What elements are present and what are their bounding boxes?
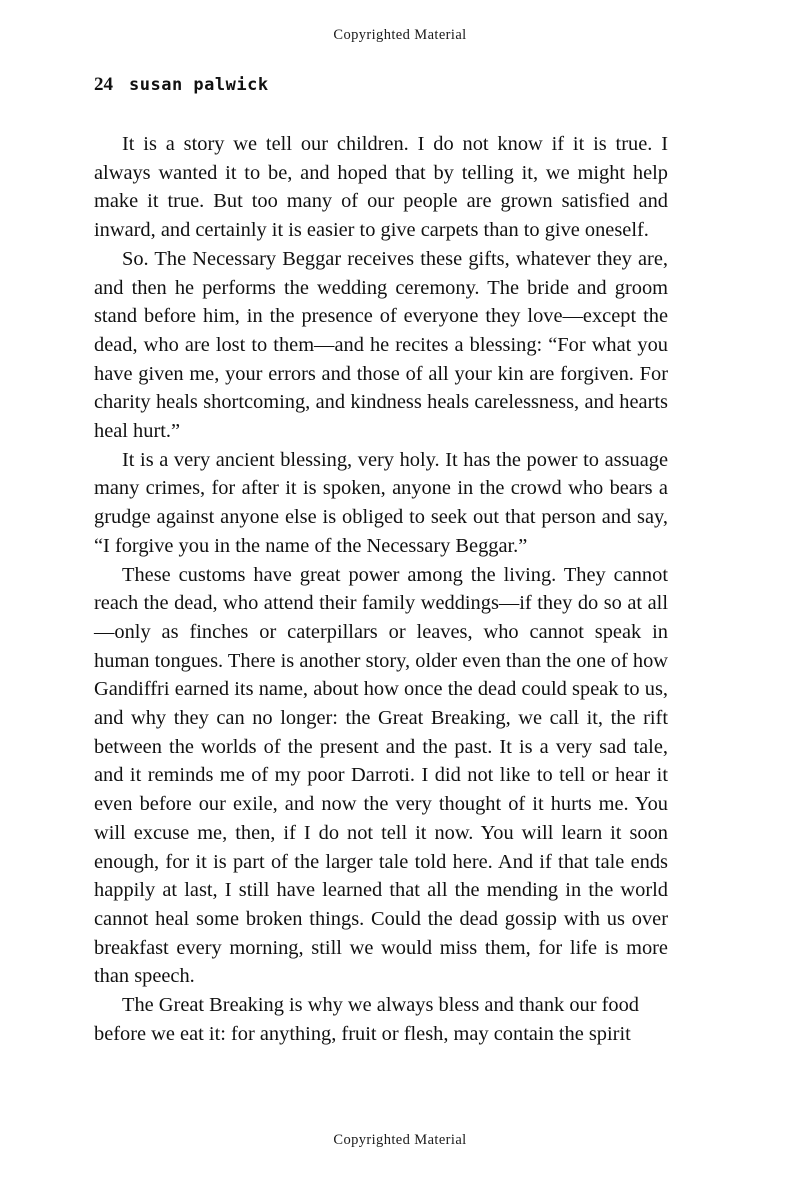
copyright-notice-top: Copyrighted Material [333,27,467,43]
paragraph: So. The Necessary Beggar receives these gifts, whatever they are, and then he performs the wedding ceremony. The bride and groom stand before him, in the presence of everyone they love—except the dead, who are lost to them—and he recites a blessing: “For what you have given me, your errors and those of all your kin are forgiven. For charity heals shortcoming, and kindness heals carelessness, and hearts heal hurt.” [94,247,668,443]
paragraph: The Great Breaking is why we always bless and thank our food before we eat it: for anything, fruit or flesh, may contain the spirit [94,994,639,1045]
author-name: susan palwick [129,75,269,95]
page-number: 24 [94,74,113,95]
copyright-notice-bottom: Copyrighted Material [333,1132,467,1148]
paragraph: It is a story we tell our children. I do not know if it is true. I always wanted it to be, and hoped that by telling it, we might help make it true. But too many of our people are grown satisfied and inward, and certainly it is easier to give carpets than to give oneself. [94,133,668,242]
running-head [94,74,269,96]
paragraph: These customs have great power among the living. They cannot reach the dead, who attend their family weddings—if they do so at all—only as finches or caterpillars or leaves, who cannot speak in human tongues. There is another story, older even than the one of how Gandiffri earned its name, about how once the dead could speak to us, and why they can no longer: the Great Breaking, we call it, the rift between the worlds of the present and the past. It is a very sad tale, and it reminds me of my poor Darroti. I did not like to tell or hear it even before our exile, and now the very thought of it hurts me. You will excuse me, then, if I do not tell it now. You will learn it soon enough, for it is part of the larger tale told here. And if that tale ends happily at last, I still have learned that all the mending in the world cannot heal some broken things. Could the dead gossip with us over breakfast every morning, still we would miss them, for life is more than speech. [94,563,668,988]
body-text [94,130,668,1049]
paragraph: It is a very ancient blessing, very holy. It has the power to assuage many crimes, for after it is spoken, anyone in the crowd who bears a grudge against anyone else is obliged to seek out that person and say, “I forgive you in the name of the Necessary Beggar.” [94,448,668,557]
